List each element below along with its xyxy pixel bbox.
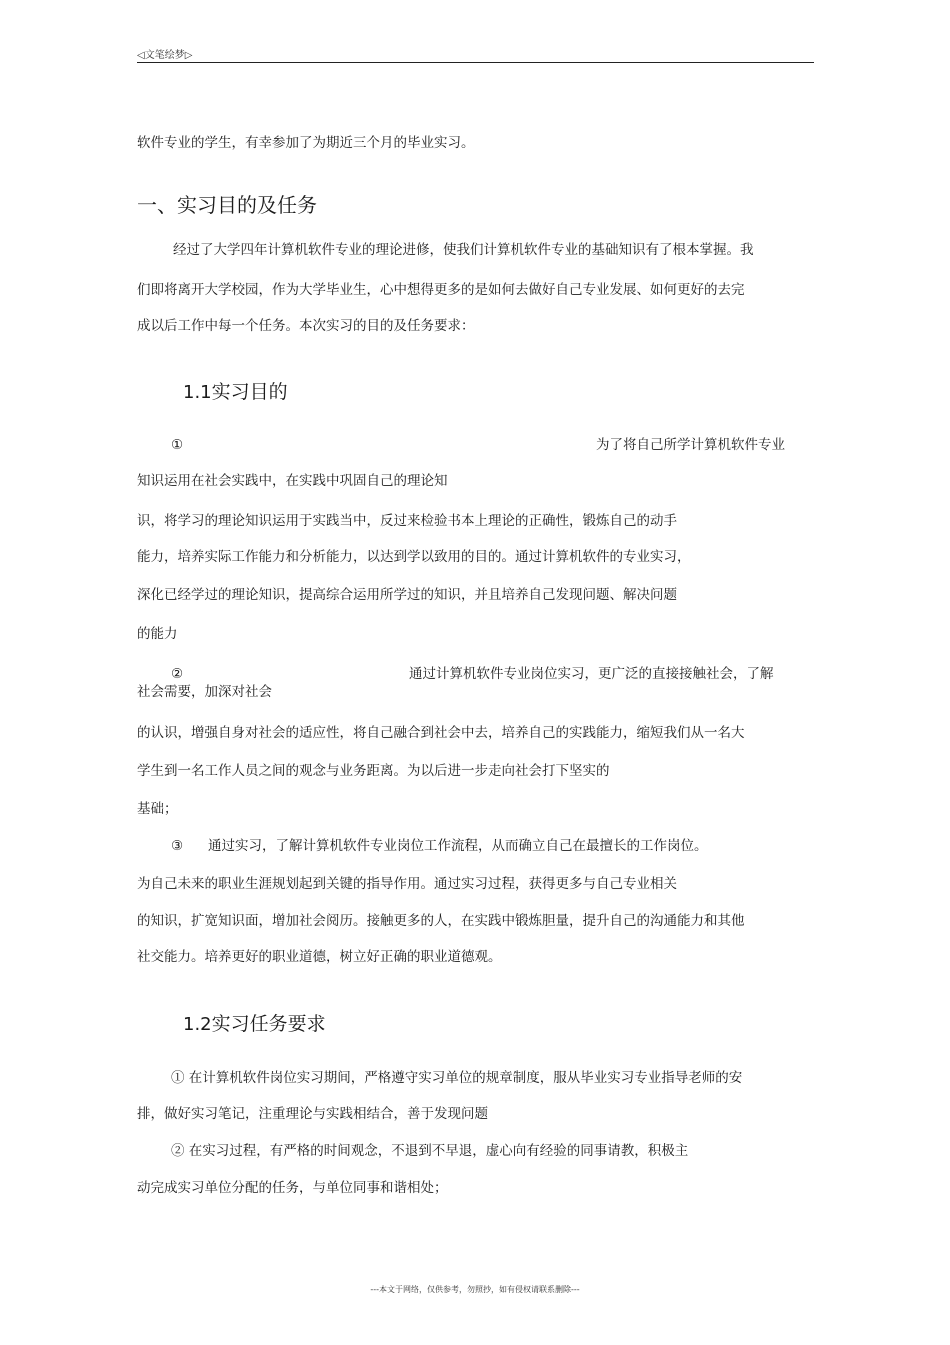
subsection-title-text: 实习目的 [211, 381, 288, 403]
item-marker: ① [171, 437, 184, 453]
item-line: 通过计算机软件专业岗位实习，更广泛的直接接触社会，了解 [409, 666, 774, 682]
header-logo-text: ◁文笔绘梦▷ [137, 50, 193, 61]
subsection-title-text: 实习任务要求 [211, 1013, 326, 1035]
subsection-title [183, 1012, 326, 1037]
item-line: 识，将学习的理论知识运用于实践当中，反过来检验书本上理论的正确性，锻炼自己的动手 [137, 513, 677, 529]
item-line: 排，做好实习笔记，注重理论与实践相结合，善于发现问题 [137, 1106, 488, 1122]
item-line: 基础； [137, 801, 178, 817]
item-line: 能力，培养实际工作能力和分析能力，以达到学以致用的目的。通过计算机软件的专业实习， [137, 549, 691, 565]
intro-line: 软件专业的学生，有幸参加了为期近三个月的毕业实习。 [137, 135, 475, 151]
paragraph-line: 成以后工作中每一个任务。本次实习的目的及任务要求： [137, 318, 475, 334]
page-footer: ---本文于网络，仅供参考，勿照抄，如有侵权请联系删除--- [370, 1285, 580, 1294]
item-line: ② 在实习过程，有严格的时间观念，不退到不早退，虚心向有经验的同事请教，积极主 [171, 1143, 689, 1159]
item-marker: ② [171, 666, 184, 682]
subsection-title [183, 380, 288, 405]
item-line: 通过实习，了解计算机软件专业岗位工作流程，从而确立自己在最擅长的工作岗位。 [208, 838, 708, 854]
item-line: ① 在计算机软件岗位实习期间，严格遵守实习单位的规章制度，服从毕业实习专业指导老师的安 [171, 1070, 743, 1086]
item-line: 为自己未来的职业生涯规划起到关键的指导作用。通过实习过程，获得更多与自己专业相关 [137, 876, 677, 892]
item-marker: ③ [171, 838, 184, 854]
item-line: 的认识，增强自身对社会的适应性，将自己融合到社会中去，培养自己的实践能力，缩短我们从一名大 [137, 725, 745, 741]
page-header [137, 44, 814, 63]
item-line: 的知识，扩宽知识面，增加社会阅历。接触更多的人，在实践中锻炼胆量，提升自己的沟通能力和其他 [137, 913, 745, 929]
item-line: 社会需要，加深对社会 [137, 684, 272, 700]
item-line: 的能力 [137, 626, 178, 642]
item-line: 深化已经学过的理论知识，提高综合运用所学过的知识，并且培养自己发现问题、解决问题 [137, 587, 677, 603]
item-line: 社交能力。培养更好的职业道德，树立好正确的职业道德观。 [137, 949, 502, 965]
item-line: 知识运用在社会实践中，在实践中巩固自己的理论知 [137, 473, 448, 489]
item-line: 学生到一名工作人员之间的观念与业务距离。为以后进一步走向社会打下坚实的 [137, 763, 610, 779]
item-line: 动完成实习单位分配的任务，与单位同事和谐相处； [137, 1180, 448, 1196]
subsection-number: 1.1 [183, 382, 212, 403]
paragraph-line: 们即将离开大学校园，作为大学毕业生，心中想得更多的是如何去做好自己专业发展、如何更好的去完 [137, 282, 745, 298]
subsection-number: 1.2 [183, 1014, 212, 1035]
item-line: 为了将自己所学计算机软件专业 [596, 437, 785, 453]
paragraph-line: 经过了大学四年计算机软件专业的理论进修，使我们计算机软件专业的基础知识有了根本掌握。我 [173, 242, 754, 258]
section-title: 一、实习目的及任务 [137, 193, 317, 217]
